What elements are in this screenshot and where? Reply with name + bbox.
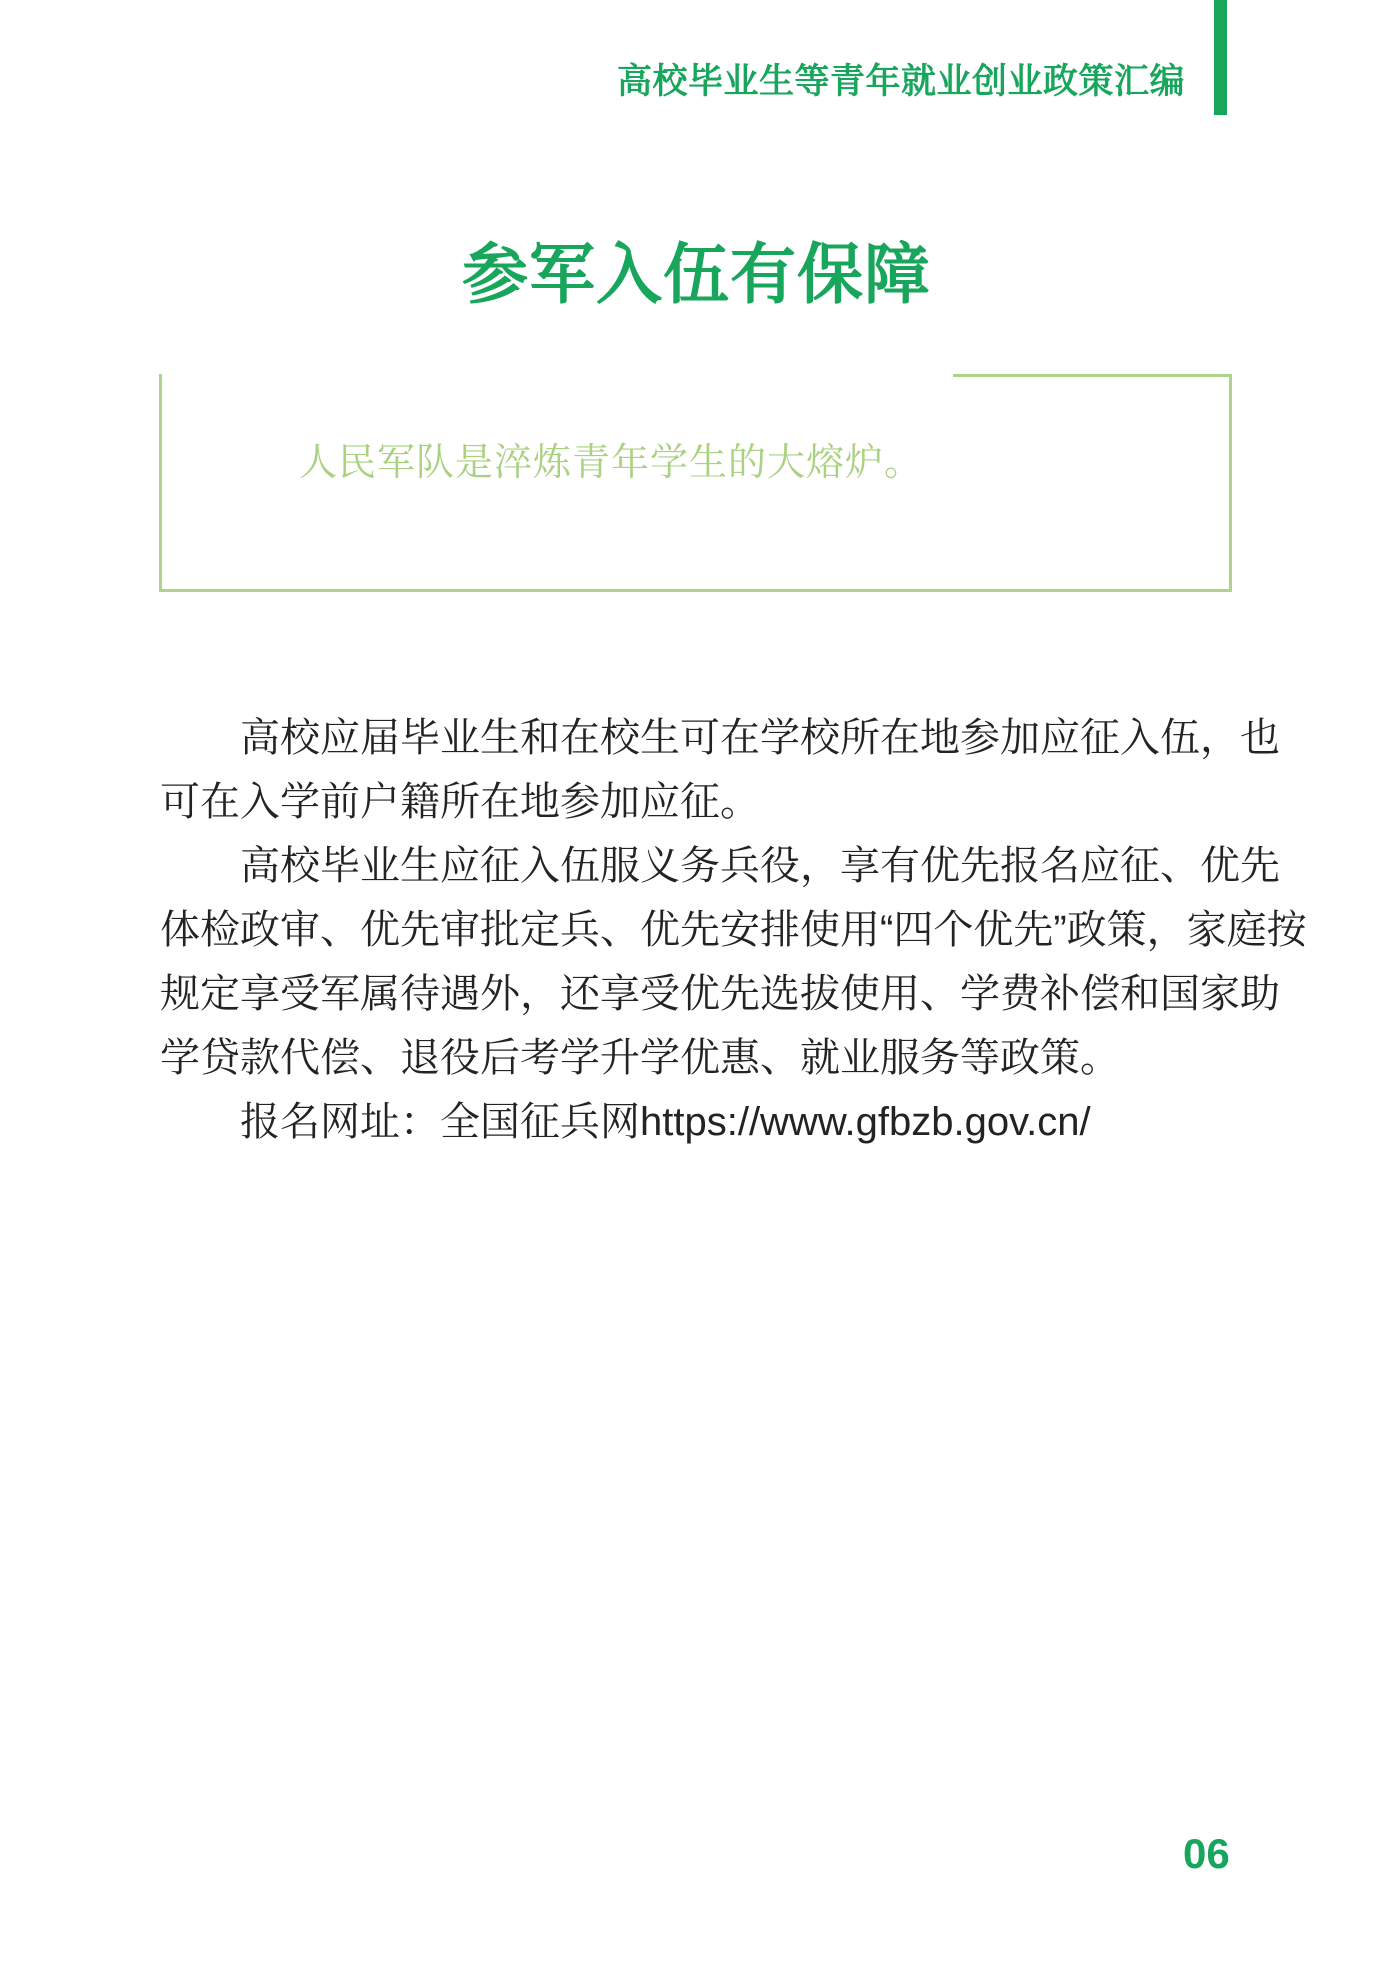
- page-title: 参军入伍有保障: [462, 237, 931, 311]
- body-text: [160, 706, 1307, 1154]
- document-header-title: 高校毕业生等青年就业创业政策汇编: [616, 62, 1185, 101]
- body-line: 规定享受军属待遇外，还享受优先选拔使用、学费补偿和国家助: [160, 972, 1280, 1016]
- quote-text: 人民军队是淬炼青年学生的大熔炉。: [299, 442, 924, 484]
- body-line: 高校毕业生应征入伍服义务兵役，享有优先报名应征、优先: [240, 844, 1280, 888]
- body-line: 学贷款代偿、退役后考学升学优惠、就业服务等政策。: [160, 1036, 1120, 1080]
- quote-box: [159, 374, 1232, 592]
- body-line: 体检政审、优先审批定兵、优先安排使用“四个优先”政策，家庭按: [160, 908, 1307, 952]
- header-accent-bar: [1214, 0, 1227, 115]
- signup-url-line: 报名网址：全国征兵网https://www.gfbzb.gov.cn/: [240, 1100, 1091, 1144]
- quote-box-top-border: [953, 374, 1229, 377]
- body-line: 高校应届毕业生和在校生可在学校所在地参加应征入伍，也: [240, 716, 1280, 760]
- body-line: 可在入学前户籍所在地参加应征。: [160, 780, 760, 824]
- page-number: 06: [1183, 1830, 1230, 1877]
